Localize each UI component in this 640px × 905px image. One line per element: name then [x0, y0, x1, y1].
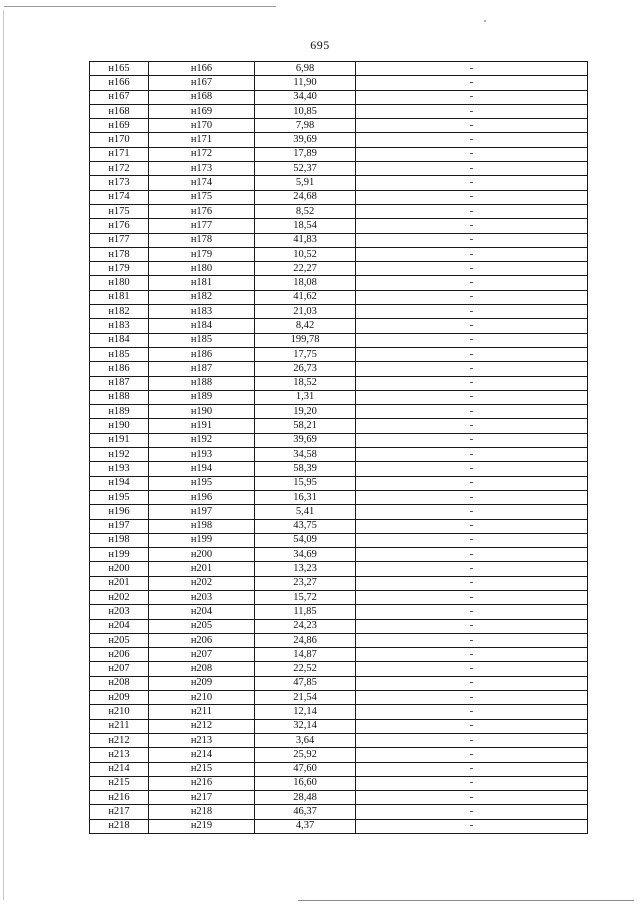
to-point-cell: н199	[149, 533, 255, 547]
to-point-cell: н215	[149, 762, 255, 776]
length-cell: 39,69	[255, 433, 356, 447]
note-cell: -	[356, 333, 588, 347]
from-point-cell: н209	[90, 691, 149, 705]
table-row	[90, 691, 588, 705]
note-cell: -	[356, 319, 588, 333]
table-row	[90, 805, 588, 819]
length-cell: 5,41	[255, 505, 356, 519]
from-point-cell: н182	[90, 305, 149, 319]
length-cell: 25,92	[255, 748, 356, 762]
scan-edge-top	[4, 6, 276, 7]
from-point-cell: н170	[90, 133, 149, 147]
to-point-cell: н212	[149, 719, 255, 733]
from-point-cell: н166	[90, 76, 149, 90]
from-point-cell: н171	[90, 147, 149, 161]
table-row	[90, 204, 588, 218]
from-point-cell: н188	[90, 390, 149, 404]
note-cell: -	[356, 104, 588, 118]
to-point-cell: н189	[149, 390, 255, 404]
table-row	[90, 633, 588, 647]
to-point-cell: н176	[149, 204, 255, 218]
from-point-cell: н211	[90, 719, 149, 733]
table-row	[90, 76, 588, 90]
from-point-cell: н179	[90, 262, 149, 276]
note-cell: -	[356, 605, 588, 619]
from-point-cell: н216	[90, 791, 149, 805]
to-point-cell: н193	[149, 448, 255, 462]
note-cell: -	[356, 62, 588, 76]
to-point-cell: н183	[149, 305, 255, 319]
length-cell: 6,98	[255, 62, 356, 76]
length-cell: 34,58	[255, 448, 356, 462]
length-cell: 52,37	[255, 162, 356, 176]
length-cell: 11,90	[255, 76, 356, 90]
table-row	[90, 548, 588, 562]
to-point-cell: н166	[149, 62, 255, 76]
from-point-cell: н184	[90, 333, 149, 347]
length-cell: 34,40	[255, 90, 356, 104]
to-point-cell: н168	[149, 90, 255, 104]
length-cell: 13,23	[255, 562, 356, 576]
length-cell: 17,89	[255, 147, 356, 161]
length-cell: 10,85	[255, 104, 356, 118]
to-point-cell: н204	[149, 605, 255, 619]
from-point-cell: н167	[90, 90, 149, 104]
from-point-cell: н195	[90, 490, 149, 504]
table-row	[90, 605, 588, 619]
length-cell: 19,20	[255, 405, 356, 419]
to-point-cell: н208	[149, 662, 255, 676]
note-cell: -	[356, 204, 588, 218]
length-cell: 32,14	[255, 719, 356, 733]
length-cell: 41,83	[255, 233, 356, 247]
table-row	[90, 305, 588, 319]
table-row	[90, 791, 588, 805]
boundary-segments-table	[89, 61, 588, 834]
table-row	[90, 648, 588, 662]
length-cell: 18,08	[255, 276, 356, 290]
length-cell: 24,23	[255, 619, 356, 633]
length-cell: 22,27	[255, 262, 356, 276]
length-cell: 199,78	[255, 333, 356, 347]
from-point-cell: н201	[90, 576, 149, 590]
length-cell: 16,60	[255, 776, 356, 790]
note-cell: -	[356, 276, 588, 290]
to-point-cell: н175	[149, 190, 255, 204]
from-point-cell: н197	[90, 519, 149, 533]
from-point-cell: н169	[90, 119, 149, 133]
from-point-cell: н196	[90, 505, 149, 519]
length-cell: 5,91	[255, 176, 356, 190]
from-point-cell: н205	[90, 633, 149, 647]
from-point-cell: н203	[90, 605, 149, 619]
scan-edge-bottom	[298, 900, 634, 901]
from-point-cell: н165	[90, 62, 149, 76]
note-cell: -	[356, 490, 588, 504]
table-row	[90, 333, 588, 347]
to-point-cell: н205	[149, 619, 255, 633]
note-cell: -	[356, 505, 588, 519]
note-cell: -	[356, 362, 588, 376]
to-point-cell: н173	[149, 162, 255, 176]
to-point-cell: н181	[149, 276, 255, 290]
table-row	[90, 619, 588, 633]
length-cell: 7,98	[255, 119, 356, 133]
table-row	[90, 147, 588, 161]
from-point-cell: н168	[90, 104, 149, 118]
table-row	[90, 90, 588, 104]
to-point-cell: н213	[149, 733, 255, 747]
to-point-cell: н185	[149, 333, 255, 347]
scan-edge-left	[3, 10, 4, 900]
note-cell: -	[356, 562, 588, 576]
to-point-cell: н195	[149, 476, 255, 490]
from-point-cell: н173	[90, 176, 149, 190]
note-cell: -	[356, 533, 588, 547]
length-cell: 15,72	[255, 590, 356, 604]
from-point-cell: н213	[90, 748, 149, 762]
to-point-cell: н169	[149, 104, 255, 118]
from-point-cell: н175	[90, 204, 149, 218]
to-point-cell: н209	[149, 676, 255, 690]
from-point-cell: н206	[90, 648, 149, 662]
table-row	[90, 219, 588, 233]
to-point-cell: н177	[149, 219, 255, 233]
table-row	[90, 247, 588, 261]
table-row	[90, 748, 588, 762]
length-cell: 43,75	[255, 519, 356, 533]
note-cell: -	[356, 776, 588, 790]
note-cell: -	[356, 147, 588, 161]
note-cell: -	[356, 762, 588, 776]
length-cell: 58,39	[255, 462, 356, 476]
table-row	[90, 433, 588, 447]
to-point-cell: н188	[149, 376, 255, 390]
length-cell: 41,62	[255, 290, 356, 304]
table-row	[90, 162, 588, 176]
note-cell: -	[356, 662, 588, 676]
to-point-cell: н202	[149, 576, 255, 590]
from-point-cell: н214	[90, 762, 149, 776]
length-cell: 18,52	[255, 376, 356, 390]
from-point-cell: н207	[90, 662, 149, 676]
length-cell: 12,14	[255, 705, 356, 719]
to-point-cell: н174	[149, 176, 255, 190]
to-point-cell: н184	[149, 319, 255, 333]
table-row	[90, 662, 588, 676]
note-cell: -	[356, 262, 588, 276]
note-cell: -	[356, 805, 588, 819]
to-point-cell: н218	[149, 805, 255, 819]
length-cell: 28,48	[255, 791, 356, 805]
table-row	[90, 362, 588, 376]
length-cell: 1,31	[255, 390, 356, 404]
from-point-cell: н174	[90, 190, 149, 204]
to-point-cell: н201	[149, 562, 255, 576]
table-row	[90, 590, 588, 604]
from-point-cell: н192	[90, 448, 149, 462]
to-point-cell: н190	[149, 405, 255, 419]
from-point-cell: н178	[90, 247, 149, 261]
from-point-cell: н193	[90, 462, 149, 476]
to-point-cell: н219	[149, 819, 255, 833]
length-cell: 58,21	[255, 419, 356, 433]
from-point-cell: н194	[90, 476, 149, 490]
note-cell: -	[356, 676, 588, 690]
table-row	[90, 562, 588, 576]
from-point-cell: н212	[90, 733, 149, 747]
length-cell: 17,75	[255, 347, 356, 361]
table-row	[90, 104, 588, 118]
length-cell: 10,52	[255, 247, 356, 261]
table-row	[90, 119, 588, 133]
note-cell: -	[356, 219, 588, 233]
note-cell: -	[356, 419, 588, 433]
table-row	[90, 719, 588, 733]
note-cell: -	[356, 462, 588, 476]
to-point-cell: н194	[149, 462, 255, 476]
from-point-cell: н177	[90, 233, 149, 247]
length-cell: 14,87	[255, 648, 356, 662]
to-point-cell: н216	[149, 776, 255, 790]
to-point-cell: н180	[149, 262, 255, 276]
from-point-cell: н218	[90, 819, 149, 833]
note-cell: -	[356, 819, 588, 833]
table-row	[90, 290, 588, 304]
length-cell: 15,95	[255, 476, 356, 490]
table-row	[90, 776, 588, 790]
table-row	[90, 419, 588, 433]
note-cell: -	[356, 233, 588, 247]
to-point-cell: н198	[149, 519, 255, 533]
table-row	[90, 476, 588, 490]
to-point-cell: н210	[149, 691, 255, 705]
page-number: 695	[310, 38, 330, 52]
note-cell: -	[356, 748, 588, 762]
to-point-cell: н172	[149, 147, 255, 161]
note-cell: -	[356, 433, 588, 447]
note-cell: -	[356, 519, 588, 533]
table-row	[90, 62, 588, 76]
from-point-cell: н185	[90, 347, 149, 361]
from-point-cell: н198	[90, 533, 149, 547]
table-row	[90, 233, 588, 247]
to-point-cell: н178	[149, 233, 255, 247]
scan-speck	[484, 20, 486, 22]
from-point-cell: н202	[90, 590, 149, 604]
length-cell: 8,42	[255, 319, 356, 333]
to-point-cell: н192	[149, 433, 255, 447]
to-point-cell: н179	[149, 247, 255, 261]
note-cell: -	[356, 719, 588, 733]
table-row	[90, 576, 588, 590]
length-cell: 4,37	[255, 819, 356, 833]
table-row	[90, 390, 588, 404]
table-row	[90, 762, 588, 776]
to-point-cell: н217	[149, 791, 255, 805]
from-point-cell: н200	[90, 562, 149, 576]
table-row	[90, 190, 588, 204]
note-cell: -	[356, 576, 588, 590]
note-cell: -	[356, 791, 588, 805]
length-cell: 47,60	[255, 762, 356, 776]
to-point-cell: н197	[149, 505, 255, 519]
length-cell: 16,31	[255, 490, 356, 504]
table-row	[90, 176, 588, 190]
note-cell: -	[356, 347, 588, 361]
from-point-cell: н186	[90, 362, 149, 376]
length-cell: 11,85	[255, 605, 356, 619]
note-cell: -	[356, 247, 588, 261]
table-row	[90, 319, 588, 333]
table-row	[90, 733, 588, 747]
note-cell: -	[356, 648, 588, 662]
from-point-cell: н189	[90, 405, 149, 419]
table-row	[90, 262, 588, 276]
table-row	[90, 519, 588, 533]
length-cell: 24,68	[255, 190, 356, 204]
note-cell: -	[356, 390, 588, 404]
note-cell: -	[356, 290, 588, 304]
table-body	[90, 62, 588, 834]
from-point-cell: н191	[90, 433, 149, 447]
table-row	[90, 533, 588, 547]
to-point-cell: н200	[149, 548, 255, 562]
length-cell: 39,69	[255, 133, 356, 147]
from-point-cell: н190	[90, 419, 149, 433]
to-point-cell: н186	[149, 347, 255, 361]
length-cell: 22,52	[255, 662, 356, 676]
note-cell: -	[356, 176, 588, 190]
note-cell: -	[356, 733, 588, 747]
note-cell: -	[356, 691, 588, 705]
length-cell: 21,03	[255, 305, 356, 319]
to-point-cell: н187	[149, 362, 255, 376]
from-point-cell: н204	[90, 619, 149, 633]
to-point-cell: н214	[149, 748, 255, 762]
length-cell: 3,64	[255, 733, 356, 747]
note-cell: -	[356, 190, 588, 204]
note-cell: -	[356, 76, 588, 90]
from-point-cell: н187	[90, 376, 149, 390]
table-row	[90, 505, 588, 519]
note-cell: -	[356, 476, 588, 490]
table-row	[90, 819, 588, 833]
to-point-cell: н171	[149, 133, 255, 147]
note-cell: -	[356, 162, 588, 176]
note-cell: -	[356, 376, 588, 390]
note-cell: -	[356, 548, 588, 562]
note-cell: -	[356, 705, 588, 719]
from-point-cell: н208	[90, 676, 149, 690]
note-cell: -	[356, 448, 588, 462]
to-point-cell: н196	[149, 490, 255, 504]
from-point-cell: н180	[90, 276, 149, 290]
length-cell: 34,69	[255, 548, 356, 562]
from-point-cell: н199	[90, 548, 149, 562]
table-row	[90, 462, 588, 476]
table-row	[90, 490, 588, 504]
length-cell: 47,85	[255, 676, 356, 690]
from-point-cell: н176	[90, 219, 149, 233]
from-point-cell: н215	[90, 776, 149, 790]
note-cell: -	[356, 405, 588, 419]
to-point-cell: н211	[149, 705, 255, 719]
to-point-cell: н206	[149, 633, 255, 647]
length-cell: 54,09	[255, 533, 356, 547]
from-point-cell: н172	[90, 162, 149, 176]
to-point-cell: н207	[149, 648, 255, 662]
table-row	[90, 705, 588, 719]
length-cell: 23,27	[255, 576, 356, 590]
note-cell: -	[356, 305, 588, 319]
to-point-cell: н191	[149, 419, 255, 433]
to-point-cell: н203	[149, 590, 255, 604]
note-cell: -	[356, 633, 588, 647]
to-point-cell: н170	[149, 119, 255, 133]
from-point-cell: н183	[90, 319, 149, 333]
length-cell: 24,86	[255, 633, 356, 647]
from-point-cell: н210	[90, 705, 149, 719]
from-point-cell: н217	[90, 805, 149, 819]
length-cell: 8,52	[255, 204, 356, 218]
table-row	[90, 347, 588, 361]
note-cell: -	[356, 119, 588, 133]
table-row	[90, 405, 588, 419]
note-cell: -	[356, 590, 588, 604]
length-cell: 21,54	[255, 691, 356, 705]
to-point-cell: н167	[149, 76, 255, 90]
table-row	[90, 376, 588, 390]
to-point-cell: н182	[149, 290, 255, 304]
table-row	[90, 448, 588, 462]
note-cell: -	[356, 90, 588, 104]
length-cell: 46,37	[255, 805, 356, 819]
table-row	[90, 276, 588, 290]
table-row	[90, 133, 588, 147]
table-row	[90, 676, 588, 690]
note-cell: -	[356, 133, 588, 147]
length-cell: 18,54	[255, 219, 356, 233]
from-point-cell: н181	[90, 290, 149, 304]
length-cell: 26,73	[255, 362, 356, 376]
note-cell: -	[356, 619, 588, 633]
